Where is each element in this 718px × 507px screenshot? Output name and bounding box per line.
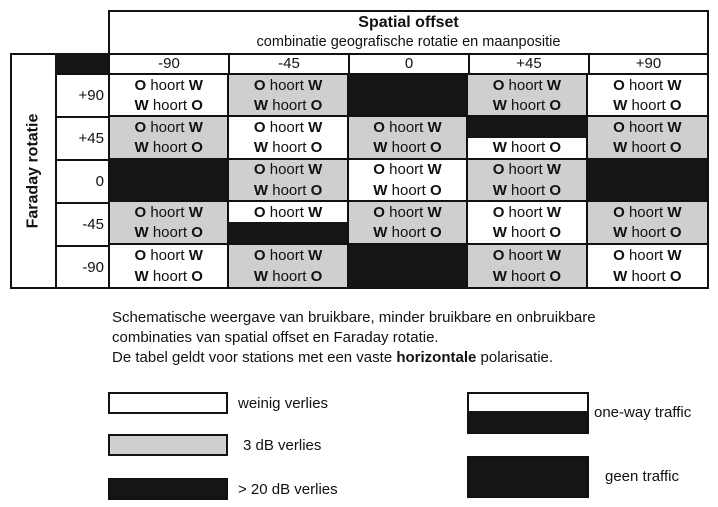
- cell-bottom: [110, 180, 227, 200]
- station-letter: W: [492, 139, 507, 157]
- station-letter: O: [373, 203, 385, 221]
- hears-word: hoort: [511, 181, 546, 199]
- station-letter: W: [613, 139, 628, 157]
- caption: [112, 308, 692, 368]
- cell-bottom: [588, 266, 707, 287]
- hears-word: hoort: [628, 118, 664, 136]
- station-letter: O: [549, 181, 562, 199]
- hears-word: hoort: [389, 203, 424, 221]
- station-letter: O: [549, 267, 562, 285]
- station-letter: W: [253, 96, 269, 114]
- station-letter: W: [253, 181, 269, 199]
- cell-bottom: [110, 95, 227, 115]
- station-letter: W: [427, 161, 442, 179]
- station-letter: O: [430, 139, 442, 157]
- cell-top: [588, 117, 707, 137]
- station-letter: W: [492, 267, 507, 285]
- cell-top: [349, 202, 466, 222]
- grid-cell: [588, 160, 707, 202]
- hears-word: hoort: [631, 223, 666, 241]
- station-letter: O: [253, 118, 266, 136]
- station-letter: O: [134, 76, 147, 94]
- cell-bottom: [588, 95, 707, 115]
- station-letter: O: [373, 118, 385, 136]
- cell-top: [468, 202, 585, 222]
- station-letter: O: [310, 139, 323, 157]
- hears-word: hoort: [272, 96, 307, 114]
- station-letter: O: [191, 223, 203, 241]
- cell-bottom: [229, 266, 346, 287]
- station-letter: W: [667, 246, 682, 264]
- cell-top: [110, 245, 227, 266]
- hears-word: hoort: [272, 267, 307, 285]
- station-letter: O: [134, 246, 147, 264]
- station-letter: W: [308, 76, 323, 94]
- cell-bottom: [468, 95, 585, 115]
- caption-line: [112, 348, 692, 368]
- legend-swatch-black: [108, 478, 228, 500]
- row-header: -90: [55, 245, 108, 289]
- caption-line: Schematische weergave van bruikbare, minder bruikbare en onbruikbare: [112, 309, 596, 326]
- cell-top: [110, 160, 227, 180]
- hears-word: hoort: [628, 76, 664, 94]
- hears-word: hoort: [150, 203, 185, 221]
- station-letter: W: [188, 203, 203, 221]
- hears-word: hoort: [150, 118, 185, 136]
- cell-top: [588, 245, 707, 266]
- cell-bottom: [229, 180, 346, 200]
- grid-cell: [588, 245, 707, 287]
- grid-cell: [468, 117, 587, 159]
- cell-top: [349, 117, 466, 137]
- hears-word: hoort: [628, 246, 664, 264]
- station-letter: W: [134, 223, 149, 241]
- station-letter: O: [492, 246, 505, 264]
- station-letter: O: [373, 161, 385, 179]
- grid-cell: [588, 202, 707, 244]
- legend-swatch-oneway-bottom: [469, 411, 587, 432]
- station-letter: W: [188, 246, 203, 264]
- hears-word: hoort: [389, 118, 424, 136]
- hears-word: hoort: [508, 161, 543, 179]
- cell-top: [229, 245, 346, 266]
- grid-cell: [229, 245, 348, 287]
- cell-top: [229, 117, 346, 137]
- cell-bottom: [110, 266, 227, 287]
- station-letter: W: [373, 181, 388, 199]
- station-letter: W: [188, 118, 203, 136]
- hears-word: hoort: [511, 139, 546, 157]
- column-header: +90: [588, 53, 709, 73]
- corner-cell: [55, 53, 108, 73]
- station-letter: W: [134, 267, 149, 285]
- station-letter: O: [191, 139, 203, 157]
- station-letter: W: [492, 181, 507, 199]
- row-header: +45: [55, 116, 108, 159]
- row-axis-label: Faraday rotatie: [24, 113, 42, 229]
- hears-word: hoort: [269, 76, 304, 94]
- station-letter: O: [134, 118, 147, 136]
- hears-word: hoort: [269, 203, 304, 221]
- grid-cell: [588, 75, 707, 117]
- row-axis-label-box: [10, 53, 55, 289]
- cell-bottom: [468, 180, 585, 200]
- cell-top: [229, 160, 346, 180]
- station-letter: O: [669, 139, 682, 157]
- hears-word: hoort: [150, 76, 185, 94]
- cell-top: [110, 202, 227, 222]
- station-letter: O: [253, 161, 266, 179]
- cell-bottom: [588, 138, 707, 158]
- grid-cell: [229, 117, 348, 159]
- cell-top: [588, 202, 707, 222]
- cell-top: [229, 75, 346, 95]
- hears-word: hoort: [391, 223, 426, 241]
- cell-bottom: [349, 222, 466, 242]
- row-header: 0: [55, 159, 108, 202]
- legend-label-gray: 3 dB verlies: [243, 437, 322, 454]
- grid-cell: [468, 202, 587, 244]
- hears-word: hoort: [152, 96, 188, 114]
- hears-word: hoort: [269, 246, 304, 264]
- cell-bottom: [349, 266, 466, 287]
- station-letter: W: [308, 161, 323, 179]
- legend-swatch-oneway: [467, 392, 589, 434]
- hears-word: hoort: [508, 203, 543, 221]
- station-letter: W: [546, 161, 562, 179]
- station-letter: W: [308, 118, 323, 136]
- cell-bottom: [110, 138, 227, 158]
- station-letter: O: [492, 76, 505, 94]
- cell-top: [110, 117, 227, 137]
- station-letter: O: [613, 246, 625, 264]
- station-letter: W: [546, 203, 562, 221]
- station-letter: W: [308, 246, 323, 264]
- station-letter: O: [669, 267, 682, 285]
- hears-word: hoort: [511, 96, 546, 114]
- cell-bottom: [588, 180, 707, 200]
- station-letter: W: [427, 118, 442, 136]
- hears-word: hoort: [269, 118, 304, 136]
- station-letter: O: [191, 96, 203, 114]
- grid-cell: [349, 117, 468, 159]
- station-letter: O: [549, 139, 562, 157]
- station-letter: O: [549, 223, 562, 241]
- grid-cell: [468, 245, 587, 287]
- column-header: -45: [228, 53, 348, 73]
- legend-swatch-none: [467, 456, 589, 498]
- station-letter: W: [492, 223, 507, 241]
- station-letter: O: [613, 203, 625, 221]
- cell-top: [349, 75, 466, 95]
- cell-top: [349, 245, 466, 266]
- station-letter: W: [546, 246, 562, 264]
- grid-cell: [468, 75, 587, 117]
- hears-word: hoort: [389, 161, 424, 179]
- grid-cell: [110, 117, 229, 159]
- cell-top: [110, 75, 227, 95]
- station-letter: O: [613, 118, 625, 136]
- grid-cell: [110, 245, 229, 287]
- station-letter: O: [492, 161, 505, 179]
- hears-word: hoort: [152, 223, 188, 241]
- legend-swatch-white: [108, 392, 228, 414]
- cell-top: [588, 160, 707, 180]
- legend-label-black: > 20 dB verlies: [238, 481, 338, 498]
- cell-top: [468, 117, 585, 137]
- station-letter: W: [188, 76, 203, 94]
- station-letter: O: [310, 181, 323, 199]
- table-subtitle: combinatie geografische rotatie en maanpositie: [256, 34, 561, 50]
- station-letter: W: [134, 96, 149, 114]
- grid-cell: [349, 245, 468, 287]
- table-title: Spatial offset: [358, 14, 459, 31]
- row-headers: [55, 73, 108, 289]
- grid-cell: [110, 160, 229, 202]
- cell-bottom: [110, 222, 227, 242]
- station-letter: W: [613, 96, 628, 114]
- station-letter: O: [253, 246, 266, 264]
- table-title-box: [108, 10, 709, 53]
- station-letter: W: [373, 223, 388, 241]
- station-letter: W: [613, 267, 628, 285]
- caption-text: polarisatie.: [476, 349, 554, 366]
- hears-word: hoort: [508, 246, 543, 264]
- station-letter: W: [134, 139, 149, 157]
- grid-cell: [588, 117, 707, 159]
- offset-rotation-grid: [108, 73, 709, 289]
- station-letter: W: [308, 203, 323, 221]
- grid-cell: [110, 75, 229, 117]
- caption-text: De tabel geldt voor stations met een vaste: [112, 349, 397, 366]
- grid-cell: [229, 160, 348, 202]
- cell-top: [468, 75, 585, 95]
- hears-word: hoort: [511, 267, 546, 285]
- cell-top: [588, 75, 707, 95]
- grid-cell: [349, 202, 468, 244]
- station-letter: W: [667, 118, 682, 136]
- row-header: -45: [55, 202, 108, 245]
- hears-word: hoort: [631, 139, 666, 157]
- column-header: 0: [348, 53, 468, 73]
- station-letter: O: [310, 96, 323, 114]
- station-letter: O: [669, 96, 682, 114]
- hears-word: hoort: [391, 181, 426, 199]
- cell-bottom: [229, 138, 346, 158]
- cell-bottom: [588, 222, 707, 242]
- station-letter: O: [430, 181, 442, 199]
- cell-bottom: [468, 222, 585, 242]
- hears-word: hoort: [511, 223, 546, 241]
- station-letter: W: [427, 203, 442, 221]
- cell-bottom: [468, 266, 585, 287]
- station-letter: W: [546, 76, 562, 94]
- station-letter: O: [549, 96, 562, 114]
- cell-bottom: [349, 95, 466, 115]
- hears-word: hoort: [628, 203, 664, 221]
- legend-label-white: weinig verlies: [238, 395, 329, 412]
- hears-word: hoort: [391, 139, 426, 157]
- station-letter: O: [613, 76, 625, 94]
- station-letter: O: [253, 203, 266, 221]
- hears-word: hoort: [272, 181, 307, 199]
- cell-top: [468, 245, 585, 266]
- row-header: +90: [55, 73, 108, 116]
- hears-word: hoort: [269, 161, 304, 179]
- cell-top: [349, 160, 466, 180]
- caption-emphasis: horizontale: [396, 349, 477, 366]
- grid-cell: [468, 160, 587, 202]
- hears-word: hoort: [631, 96, 666, 114]
- cell-top: [468, 160, 585, 180]
- grid-cell: [229, 202, 348, 244]
- grid-cell: [229, 75, 348, 117]
- column-header: -90: [108, 53, 228, 73]
- grid-cell: [349, 160, 468, 202]
- cell-bottom: [468, 138, 585, 158]
- hears-word: hoort: [508, 76, 543, 94]
- column-headers: [108, 53, 709, 73]
- station-letter: O: [253, 76, 266, 94]
- station-letter: W: [492, 96, 507, 114]
- hears-word: hoort: [150, 246, 185, 264]
- station-letter: O: [134, 203, 147, 221]
- grid-cell: [110, 202, 229, 244]
- station-letter: O: [430, 223, 442, 241]
- station-letter: W: [373, 139, 388, 157]
- column-header: +45: [468, 53, 588, 73]
- legend-swatch-oneway-top: [469, 394, 587, 411]
- caption-line: combinaties van spatial offset en Faraday rotatie.: [112, 329, 439, 346]
- hears-word: hoort: [631, 267, 666, 285]
- cell-bottom: [349, 180, 466, 200]
- hears-word: hoort: [152, 139, 188, 157]
- cell-bottom: [229, 95, 346, 115]
- legend-label-none: geen traffic: [605, 468, 679, 485]
- station-letter: O: [191, 267, 203, 285]
- station-letter: O: [669, 223, 682, 241]
- cell-bottom: [349, 138, 466, 158]
- station-letter: W: [253, 139, 269, 157]
- legend-swatch-gray: [108, 434, 228, 456]
- station-letter: O: [310, 267, 323, 285]
- hears-word: hoort: [152, 267, 188, 285]
- hears-word: hoort: [272, 139, 307, 157]
- station-letter: W: [613, 223, 628, 241]
- station-letter: W: [667, 203, 682, 221]
- grid-cell: [349, 75, 468, 117]
- station-letter: W: [253, 267, 269, 285]
- legend-label-oneway: one-way traffic: [594, 404, 692, 421]
- cell-top: [229, 202, 346, 222]
- station-letter: O: [492, 203, 505, 221]
- station-letter: W: [667, 76, 682, 94]
- cell-bottom: [229, 222, 346, 242]
